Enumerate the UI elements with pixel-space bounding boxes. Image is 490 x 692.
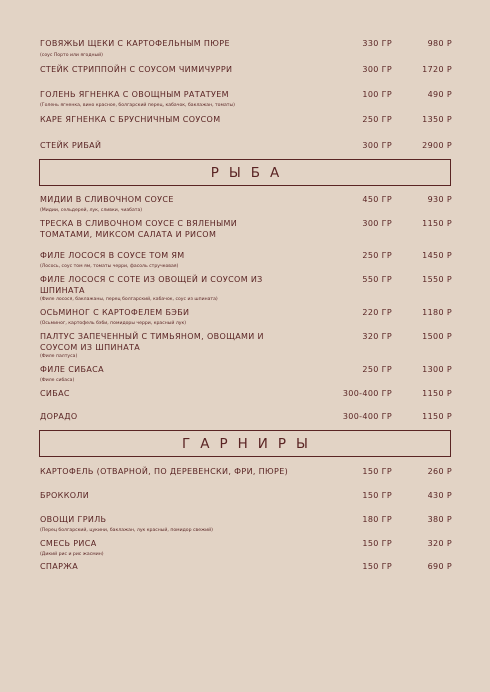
- item-description: (Мидии, сельдерей, лук, сливки, чиабата): [40, 208, 143, 213]
- item-price: 1300 Р: [422, 365, 452, 374]
- item-name: ТРЕСКА В СЛИВОЧНОМ СОУСЕ С ВЯЛЕНЫМИ ТОМАТАМИ, МИКСОМ САЛАТА И РИСОМ: [40, 219, 238, 239]
- item-price: 930 Р: [427, 195, 452, 204]
- item-description: (Филе лосося, баклажаны, перец болгарский, кабачок, соус из шпината): [40, 297, 218, 302]
- section-header-fish: [39, 159, 451, 186]
- item-name: БРОККОЛИ: [40, 491, 90, 500]
- item-weight: 250 ГР: [362, 115, 392, 124]
- item-description: (соус Порто или ягодный): [40, 53, 103, 58]
- item-name: СМЕСЬ РИСА: [40, 539, 97, 548]
- item-description: (Филе палтуса): [40, 354, 78, 359]
- item-name: ОСЬМИНОГ С КАРТОФЕЛЕМ БЭБИ: [40, 308, 190, 317]
- menu-item: [40, 140, 452, 151]
- item-description: (Голень ягненка, вино красное, болгарский перец, кабачок, баклажан, томаты): [40, 103, 235, 108]
- item-price: 980 Р: [427, 39, 452, 48]
- item-name: ГОЛЕНЬ ЯГНЕНКА С ОВОЩНЫМ РАТАТУЕМ: [40, 90, 229, 99]
- item-description: (Осьминог, картофель бэби, помидоры черри, красный лук): [40, 321, 187, 326]
- item-price: 1450 Р: [422, 251, 452, 260]
- item-price: 1180 Р: [422, 308, 452, 317]
- menu-item: [40, 388, 452, 399]
- menu-item: [40, 490, 452, 501]
- item-price: 1150 Р: [422, 389, 452, 398]
- item-price: 320 Р: [427, 539, 452, 548]
- item-description: (Лосось, соус том ям, томаты черри, фасоль стручковая): [40, 264, 179, 269]
- menu-item: [40, 364, 452, 383]
- item-weight: 300 ГР: [362, 141, 392, 150]
- item-price: 1720 Р: [422, 65, 452, 74]
- item-price: 1550 Р: [422, 275, 452, 284]
- menu-item: [40, 331, 452, 359]
- menu-item: [40, 89, 452, 108]
- item-name: СТЕЙК СТРИППОЙН С СОУСОМ ЧИМИЧУРРИ: [40, 65, 233, 74]
- menu-item: [40, 194, 452, 213]
- item-weight: 320 ГР: [362, 332, 392, 341]
- item-weight: 250 ГР: [362, 251, 392, 260]
- item-price: 1500 Р: [422, 332, 452, 341]
- item-weight: 180 ГР: [362, 515, 392, 524]
- menu-item: [40, 218, 452, 239]
- item-price: 380 Р: [427, 515, 452, 524]
- item-name: КАРТОФЕЛЬ (ОТВАРНОЙ, ПО ДЕРЕВЕНСКИ, ФРИ, ПЮРЕ): [40, 467, 289, 476]
- item-name: СПАРЖА: [40, 562, 79, 571]
- menu-item: [40, 307, 452, 326]
- section-header-garnish: [39, 430, 451, 457]
- item-name: СТЕЙК РИБАЙ: [40, 141, 102, 150]
- item-weight: 300-400 ГР: [342, 389, 392, 398]
- item-name: ДОРАДО: [40, 412, 78, 421]
- item-weight: 100 ГР: [362, 90, 392, 99]
- item-description: (Дикий рис и рис жасмин): [40, 552, 104, 557]
- item-weight: 330 ГР: [362, 39, 392, 48]
- menu-item: [40, 64, 452, 75]
- item-name: МИДИИ В СЛИВОЧНОМ СОУСЕ: [40, 195, 174, 204]
- item-price: 1350 Р: [422, 115, 452, 124]
- item-price: 2900 Р: [422, 141, 452, 150]
- item-name: КАРЕ ЯГНЕНКА С БРУСНИЧНЫМ СОУСОМ: [40, 115, 221, 124]
- item-price: 1150 Р: [422, 219, 452, 228]
- menu-item: [40, 514, 452, 533]
- menu-item: [40, 466, 452, 477]
- item-weight: 250 ГР: [362, 365, 392, 374]
- item-weight: 550 ГР: [362, 275, 392, 284]
- item-weight: 300 ГР: [362, 65, 392, 74]
- item-name: ФИЛЕ СИБАСА: [40, 365, 104, 374]
- item-weight: 300 ГР: [362, 219, 392, 228]
- item-name: ФИЛЕ ЛОСОСЯ С СОТЕ ИЗ ОВОЩЕЙ И СОУСОМ ИЗ ШПИНАТА: [40, 275, 263, 295]
- item-weight: 450 ГР: [362, 195, 392, 204]
- item-weight: 220 ГР: [362, 308, 392, 317]
- menu-item: [40, 561, 452, 572]
- section-title: РЫБА: [210, 164, 290, 181]
- item-description: (Перец болгарский, цукини, баклажан, лук красный, помидор свежий): [40, 528, 213, 533]
- item-price: 260 Р: [427, 467, 452, 476]
- item-price: 430 Р: [427, 491, 452, 500]
- menu-item: [40, 538, 452, 557]
- item-name: СИБАС: [40, 389, 70, 398]
- item-weight: 150 ГР: [362, 467, 392, 476]
- item-name: ГОВЯЖЬИ ЩЕКИ С КАРТОФЕЛЬНЫМ ПЮРЕ: [40, 39, 230, 48]
- item-name: ОВОЩИ ГРИЛЬ: [40, 515, 107, 524]
- item-name: ФИЛЕ ЛОСОСЯ В СОУСЕ ТОМ ЯМ: [40, 251, 185, 260]
- menu-item: [40, 114, 452, 125]
- section-title: ГАРНИРЫ: [182, 435, 318, 452]
- menu-item: [40, 250, 452, 269]
- item-weight: 150 ГР: [362, 539, 392, 548]
- item-name: ПАЛТУС ЗАПЕЧЕННЫЙ С ТИМЬЯНОМ, ОВОЩАМИ И СОУСОМ ИЗ ШПИНАТА: [40, 332, 264, 352]
- item-description: (Филе сибаса): [40, 378, 75, 383]
- menu-item: [40, 274, 452, 302]
- menu-item: [40, 411, 452, 422]
- item-price: 490 Р: [427, 90, 452, 99]
- item-price: 1150 Р: [422, 412, 452, 421]
- item-price: 690 Р: [427, 562, 452, 571]
- menu-item: [40, 38, 452, 58]
- item-weight: 150 ГР: [362, 562, 392, 571]
- item-weight: 300-400 ГР: [342, 412, 392, 421]
- item-weight: 150 ГР: [362, 491, 392, 500]
